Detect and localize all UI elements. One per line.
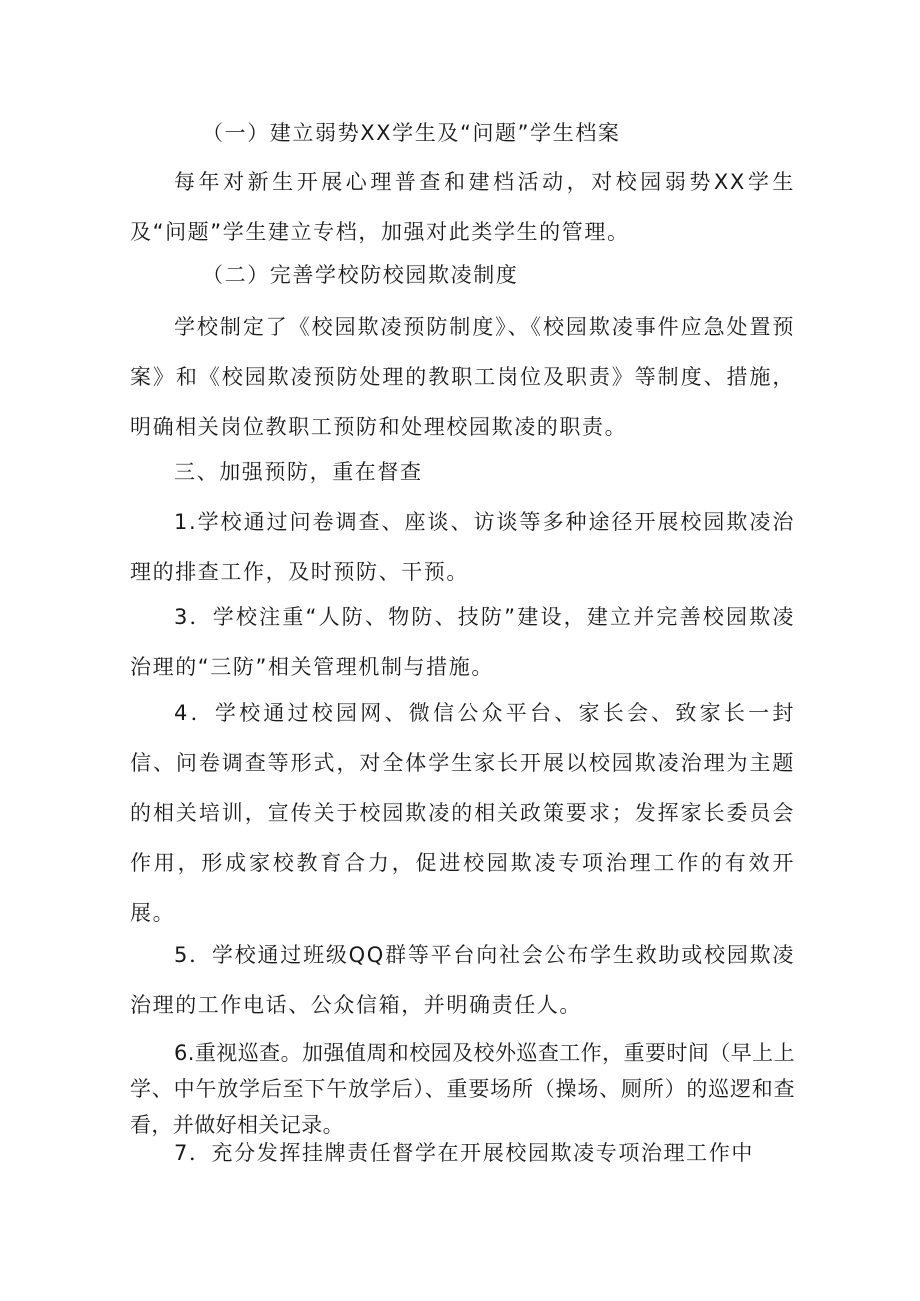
list-item-6: 6.重视巡查。加强值周和校园及校外巡查工作，重要时间（早上上学、中午放学后至下午放学后）、重要场所（操场、厕所）的巡逻和查看，并做好相关记录。 [130,1041,795,1137]
section-heading-2: （二）完善学校防校园欺凌制度 [202,263,519,287]
paragraph-student-files: 每年对新生开展心理普查和建档活动，对校园弱势XX学生及“问题”学生建立专档，加强对此类学生的管理。 [130,170,795,244]
paragraph-school-rules: 学校制定了《校园欺凌预防制度》、《校园欺凌事件应急处置预案》和《校园欺凌预防处理的教职工岗位及职责》等制度、措施，明确相关岗位教职工预防和处理校园欺凌的职责。 [130,315,795,439]
list-item-1: 1.学校通过问卷调查、座谈、访谈等多种途径开展校园欺凌治理的排查工作，及时预防、干预。 [130,510,795,584]
list-item-4: 4．学校通过校园网、微信公众平台、家长会、致家长一封信、问卷调查等形式，对全体学生家长开展以校园欺凌治理为主题的相关培训，宣传关于校园欺凌的相关政策要求；发挥家长委员会作用，形成家校教育合力，促进校园欺凌专项治理工作的有效开展。 [130,701,795,925]
section-heading-3: 三、加强预防，重在督查 [174,460,423,484]
list-item-3: 3．学校注重“人防、物防、技防”建设，建立并完善校园欺凌治理的“三防”相关管理机制与措施。 [130,605,795,679]
section-heading-1: （一）建立弱势XX学生及“问题”学生档案 [202,121,621,145]
list-item-7: 7．充分发挥挂牌责任督学在开展校园欺凌专项治理工作中 [174,1141,754,1165]
list-item-5: 5．学校通过班级QQ群等平台向社会公布学生救助或校园欺凌治理的工作电话、公众信箱，并明确责任人。 [130,943,795,1017]
